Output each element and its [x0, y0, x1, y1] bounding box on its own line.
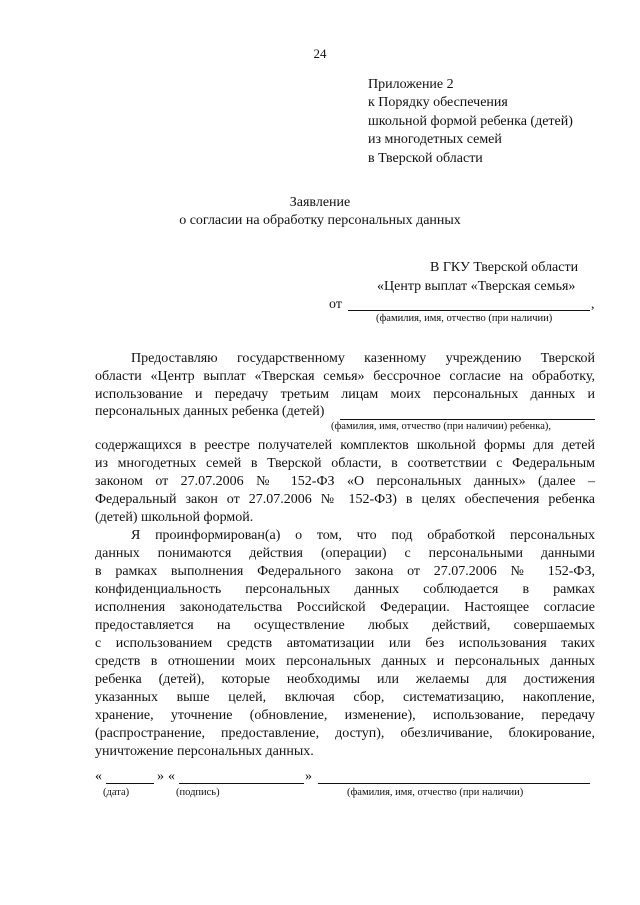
paragraph-line: содержащихся в реестре получателей комплектов школьной формы для детей [95, 438, 595, 453]
from-label: от [329, 297, 342, 312]
paragraph-line: с использованием средств автоматизации или без использования таких [95, 636, 595, 651]
signature-caption: (подпись) [176, 787, 220, 798]
full-name-caption: (фамилия, имя, отчество (при наличии) [347, 787, 524, 798]
date-open-quote: « [95, 769, 102, 784]
child-name-caption: (фамилия, имя, отчество (при наличии) ребенка), [331, 421, 552, 432]
appendix-header [368, 76, 573, 168]
appendix-line: из многодетных семей [368, 132, 502, 148]
date-day-line[interactable] [106, 783, 154, 784]
paragraph-line: (детей) школьной формой. [95, 510, 254, 525]
paragraph-line: из многодетных семей в Тверской области, в соответствии с Федеральным [95, 456, 595, 471]
signature-line[interactable] [179, 783, 304, 784]
paragraph-line: средств в отношении моих персональных данных и персональных данных [95, 654, 595, 669]
document-subtitle: о согласии на обработку персональных данных [179, 213, 461, 228]
paragraph-line: хранение, уточнение (обновление, изменение), использование, передачу [95, 708, 595, 723]
from-comma: , [591, 297, 595, 312]
paragraph-line: данных понимаются действия (операции) с персональными данными [95, 546, 595, 561]
appendix-line: школьной формой ребенка (детей) [368, 113, 573, 129]
applicant-name-line[interactable] [348, 310, 590, 311]
child-name-line[interactable] [340, 419, 595, 420]
page-number: 24 [313, 46, 327, 61]
paragraph-line: в рамках выполнения Федерального закона от 27.07.2006 № 152-ФЗ, [95, 564, 595, 579]
recipient-line: В ГКУ Тверской области [430, 260, 579, 275]
paragraph-line: области «Центр выплат «Тверская семья» бессрочное согласие на обработку, [95, 369, 595, 384]
paragraph-line: законом от 27.07.2006 № 152-ФЗ «О персональных данных» (далее – [95, 474, 595, 489]
paragraph-line: указанных выше целей, включая сбор, систематизацию, накопление, [95, 690, 595, 705]
appendix-line: к Порядку обеспечения [368, 95, 508, 111]
date-close-quote: » [157, 769, 164, 784]
applicant-name-caption: (фамилия, имя, отчество (при наличии) [376, 313, 553, 324]
paragraph-line: Я проинформирован(а) о том, что под обработкой персональных [131, 528, 595, 543]
paragraph-line: предоставляется на осуществление любых действий, совершаемых [95, 618, 595, 633]
month-close-quote: » [305, 769, 312, 784]
paragraph-line: использование и передачу третьим лицам моих персональных данных и [95, 387, 595, 402]
paragraph-line: исполнения законодательства Российской Федерации. Настоящее согласие [95, 600, 595, 615]
paragraph-line: ребенка (детей), которые необходимы или желаемы для достижения [95, 672, 595, 687]
paragraph-line: Федеральный закон от 27.07.2006 № 152-ФЗ) в целях обеспечения ребенка [95, 492, 595, 507]
appendix-line: Приложение 2 [368, 77, 454, 92]
document-title: Заявление [289, 195, 351, 210]
recipient-line: «Центр выплат «Тверская семья» [377, 279, 576, 294]
paragraph-line: уничтожение персональных данных. [95, 744, 314, 759]
month-open-quote: « [168, 769, 175, 784]
paragraph-line: Предоставляю государственному казенному учреждению Тверской [131, 351, 595, 366]
date-caption: (дата) [103, 787, 130, 798]
paragraph-line: персональных данных ребенка (детей) [95, 404, 325, 419]
paragraph-line: (распространение, предоставление, доступ), обезличивание, блокирование, [95, 726, 595, 741]
paragraph-line: конфиденциальность персональных данных соблюдается в рамках [95, 582, 595, 597]
appendix-line: в Тверской области [368, 150, 483, 166]
full-name-line[interactable] [318, 783, 590, 784]
